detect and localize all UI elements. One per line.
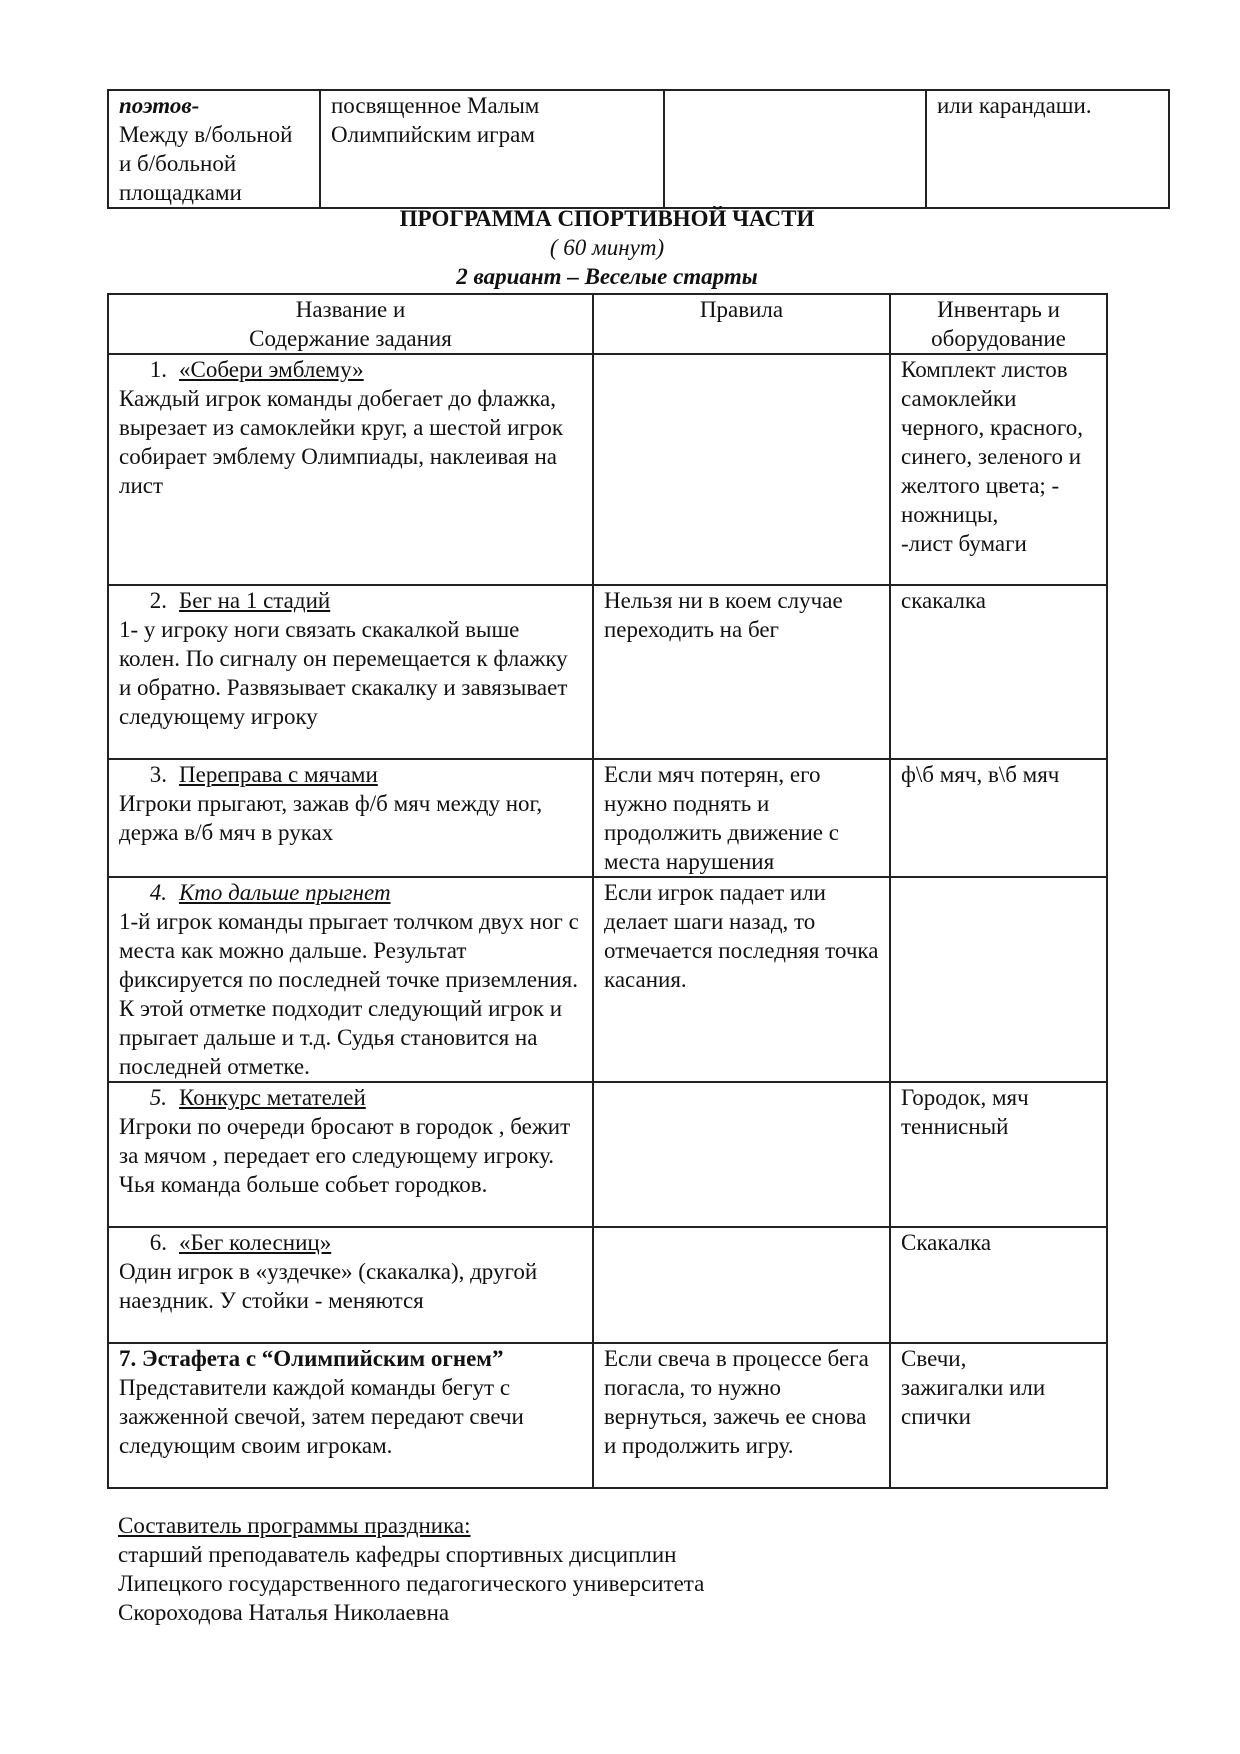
rules-cell: Если свеча в процессе бега погасла, то нужно вернуться, зажечь ее снова и продолжить игру. bbox=[593, 1343, 890, 1488]
task-number: 1. bbox=[149, 357, 167, 382]
task-title: Переправа с мячами bbox=[179, 762, 378, 787]
table-cell: посвященное Малым Олимпийским играм bbox=[320, 90, 664, 208]
author-heading: Составитель программы праздника: bbox=[118, 1513, 471, 1538]
cell-bold-text: поэтов- bbox=[119, 93, 200, 118]
table-cell bbox=[664, 90, 926, 208]
task-title: Кто дальше прыгнет bbox=[179, 880, 391, 905]
inventory-cell: ф\б мяч, в\б мяч bbox=[890, 759, 1107, 877]
rules-cell bbox=[593, 1227, 890, 1343]
inventory-cell: Комплект листов самоклейки черного, красного, синего, зеленого и желтого цвета; - ножницы, -лист бумаги bbox=[890, 354, 1107, 585]
task-number: 2. bbox=[149, 588, 167, 613]
column-header-rules: Правила bbox=[593, 294, 890, 354]
task-cell bbox=[108, 877, 593, 1082]
section-header bbox=[107, 204, 1107, 291]
inventory-cell: Скакалка bbox=[890, 1227, 1107, 1343]
task-title: Бег на 1 стадий bbox=[179, 588, 331, 613]
table-row bbox=[108, 877, 1107, 1082]
task-description: 1-й игрок команды прыгает толчком двух ног с места как можно дальше. Результат фиксируется по последней точке приземления. К этой отметке подходит следующий игрок и прыгает дальше и т.д. Судья становится на последней отметке. bbox=[119, 909, 579, 1079]
rules-cell: Нельзя ни в коем случае переходить на бег bbox=[593, 585, 890, 759]
rules-cell: Если мяч потерян, его нужно поднять и продолжить движение с места нарушения bbox=[593, 759, 890, 877]
column-header-inventory: Инвентарь и оборудование bbox=[890, 294, 1107, 354]
program-table bbox=[107, 293, 1108, 1489]
task-cell bbox=[108, 1343, 593, 1488]
author-university: Липецкого государственного педагогического университета bbox=[118, 1571, 705, 1596]
task-description: Игроки прыгают, зажав ф/б мяч между ног, держа в/б мяч в руках bbox=[119, 791, 543, 845]
rules-cell bbox=[593, 354, 890, 585]
author-position: старший преподаватель кафедры спортивных дисциплин bbox=[118, 1542, 677, 1567]
cell-text: Между в/больной и б/больной площадками bbox=[119, 122, 293, 205]
task-cell bbox=[108, 354, 593, 585]
task-number: 4. bbox=[149, 880, 167, 905]
task-title: 7. Эстафета с “Олимпийским огнем” bbox=[119, 1346, 504, 1371]
task-cell bbox=[108, 759, 593, 877]
table-row bbox=[108, 759, 1107, 877]
author-block bbox=[118, 1511, 704, 1627]
author-name: Скороходова Наталья Николаевна bbox=[118, 1600, 450, 1625]
task-description: Каждый игрок команды добегает до флажка, вырезает из самоклейки круг, а шестой игрок собирает эмблему Олимпиады, наклеивая на лист bbox=[119, 386, 563, 498]
task-description: Представители каждой команды бегут с зажженной свечой, затем передают свечи следующим своим игрокам. bbox=[119, 1375, 524, 1458]
table-row bbox=[108, 1082, 1107, 1227]
table-row bbox=[108, 1343, 1107, 1488]
inventory-cell: Городок, мяч теннисный bbox=[890, 1082, 1107, 1227]
task-cell bbox=[108, 1082, 593, 1227]
task-description: Один игрок в «уздечке» (скакалка), другой наездник. У стойки - меняются bbox=[119, 1259, 538, 1313]
table-row bbox=[108, 90, 1169, 208]
section-variant: 2 вариант – Веселые старты bbox=[456, 264, 758, 289]
task-title: Конкурс метателей bbox=[179, 1085, 366, 1110]
table-row bbox=[108, 354, 1107, 585]
rules-cell bbox=[593, 1082, 890, 1227]
top-continuation-table bbox=[107, 89, 1170, 209]
table-row bbox=[108, 1227, 1107, 1343]
task-title: «Собери эмблему» bbox=[179, 357, 364, 382]
task-number: 3. bbox=[149, 762, 167, 787]
column-header-task: Название и Содержание задания bbox=[108, 294, 593, 354]
rules-cell: Если игрок падает или делает шаги назад, то отмечается последняя точка касания. bbox=[593, 877, 890, 1082]
table-cell: или карандаши. bbox=[926, 90, 1169, 208]
section-title: ПРОГРАММА СПОРТИВНОЙ ЧАСТИ bbox=[399, 206, 815, 231]
task-number: 6. bbox=[149, 1230, 167, 1255]
inventory-cell bbox=[890, 877, 1107, 1082]
inventory-cell: Свечи, зажигалки или спички bbox=[890, 1343, 1107, 1488]
table-cell bbox=[108, 90, 320, 208]
table-header-row bbox=[108, 294, 1107, 354]
task-description: Игроки по очереди бросают в городок , бежит за мячом , передает его следующему игроку. Чья команда больше собьет городков. bbox=[119, 1114, 571, 1197]
task-cell bbox=[108, 1227, 593, 1343]
task-title: «Бег колесниц» bbox=[179, 1230, 332, 1255]
table-row bbox=[108, 585, 1107, 759]
task-number: 5. bbox=[149, 1085, 167, 1110]
section-duration: ( 60 минут) bbox=[549, 235, 665, 260]
task-cell bbox=[108, 585, 593, 759]
inventory-cell: скакалка bbox=[890, 585, 1107, 759]
task-description: 1- у игроку ноги связать скакалкой выше колен. По сигналу он перемещается к флажку и обратно. Развязывает скакалку и завязывает следующему игроку bbox=[119, 617, 568, 729]
